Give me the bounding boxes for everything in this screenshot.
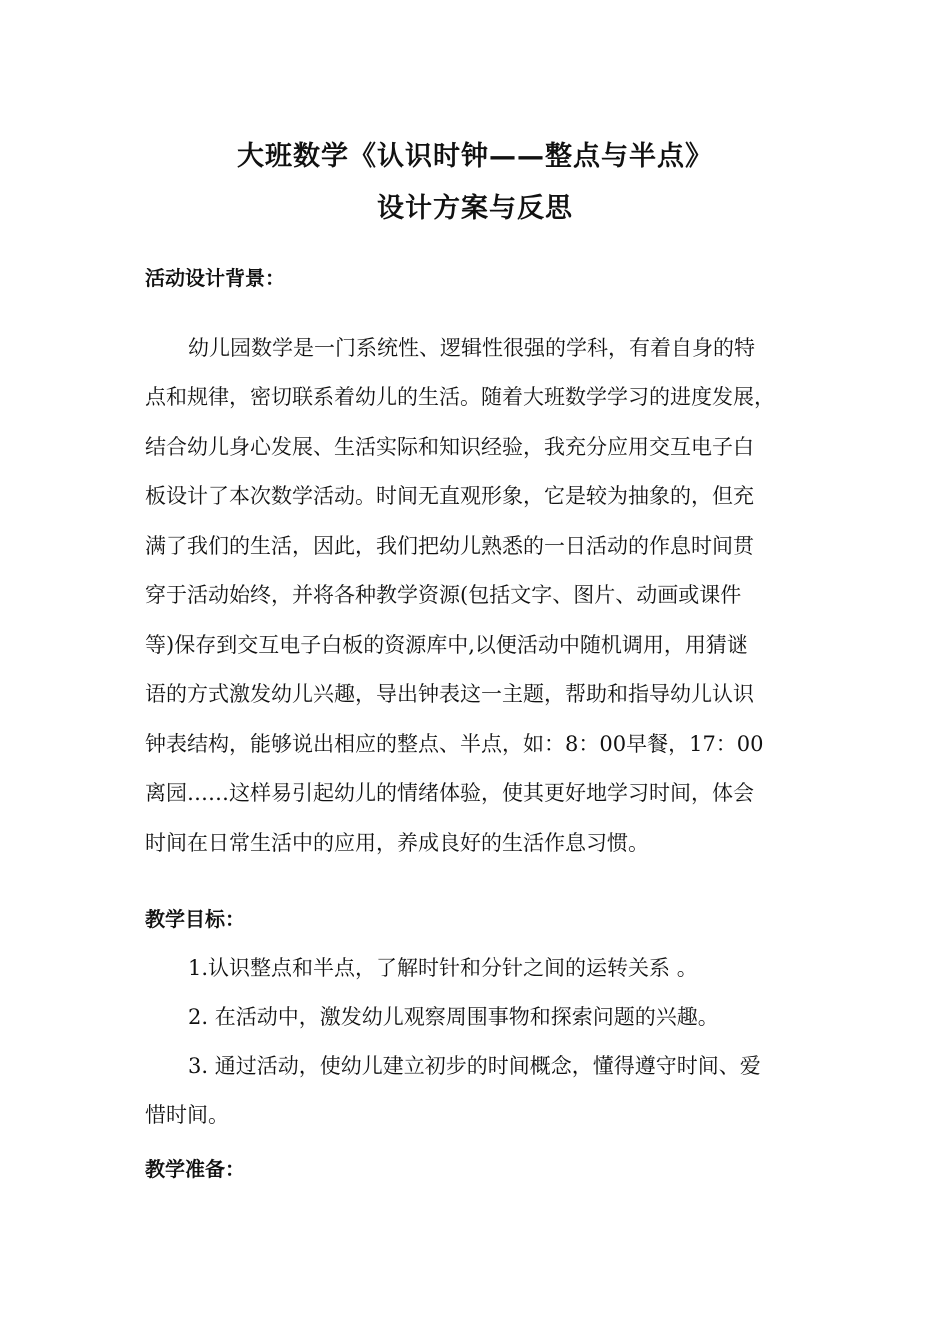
background-paragraph-line: 点和规律，密切联系着幼儿的生活。随着大班数学学习的进度发展， bbox=[145, 385, 775, 409]
goal-item-2: 2. 在活动中，激发幼儿观察周围事物和探索问题的兴趣。 bbox=[188, 1005, 719, 1029]
background-heading: 活动设计背景： bbox=[145, 266, 285, 290]
background-paragraph-line: 结合幼儿身心发展、生活实际和知识经验，我充分应用交互电子白 bbox=[145, 435, 754, 459]
background-paragraph-line: 时间在日常生活中的应用，养成良好的生活作息习惯。 bbox=[145, 831, 649, 855]
background-paragraph-line: 离园……这样易引起幼儿的情绪体验，使其更好地学习时间，体会 bbox=[145, 781, 754, 805]
background-paragraph-line: 语的方式激发幼儿兴趣，导出钟表这一主题，帮助和指导幼儿认识 bbox=[145, 682, 754, 706]
goal-item-3-continuation: 惜时间。 bbox=[145, 1103, 229, 1127]
background-paragraph-line: 幼儿园数学是一门系统性、逻辑性很强的学科，有着自身的特 bbox=[188, 336, 755, 360]
background-paragraph-line: 满了我们的生活，因此，我们把幼儿熟悉的一日活动的作息时间贯 bbox=[145, 534, 754, 558]
goal-item-1: 1.认识整点和半点，了解时针和分针之间的运转关系 。 bbox=[188, 956, 698, 980]
document-subtitle: 设计方案与反思 bbox=[377, 193, 573, 224]
background-paragraph-line: 板设计了本次数学活动。时间无直观形象，它是较为抽象的，但充 bbox=[145, 484, 754, 508]
document-title: 大班数学《认识时钟——整点与半点》 bbox=[237, 141, 713, 172]
goals-heading: 教学目标： bbox=[145, 907, 245, 931]
background-paragraph-line: 钟表结构，能够说出相应的整点、半点，如：8：00早餐，17：00 bbox=[145, 732, 764, 756]
preparation-heading: 教学准备： bbox=[145, 1157, 245, 1181]
goal-item-3: 3. 通过活动，使幼儿建立初步的时间概念，懂得遵守时间、爱 bbox=[188, 1054, 761, 1078]
background-paragraph-line: 穿于活动始终，并将各种教学资源(包括文字、图片、动画或课件 bbox=[145, 583, 742, 607]
background-paragraph-line: 等)保存到交互电子白板的资源库中,以便活动中随机调用，用猜谜 bbox=[145, 633, 748, 657]
